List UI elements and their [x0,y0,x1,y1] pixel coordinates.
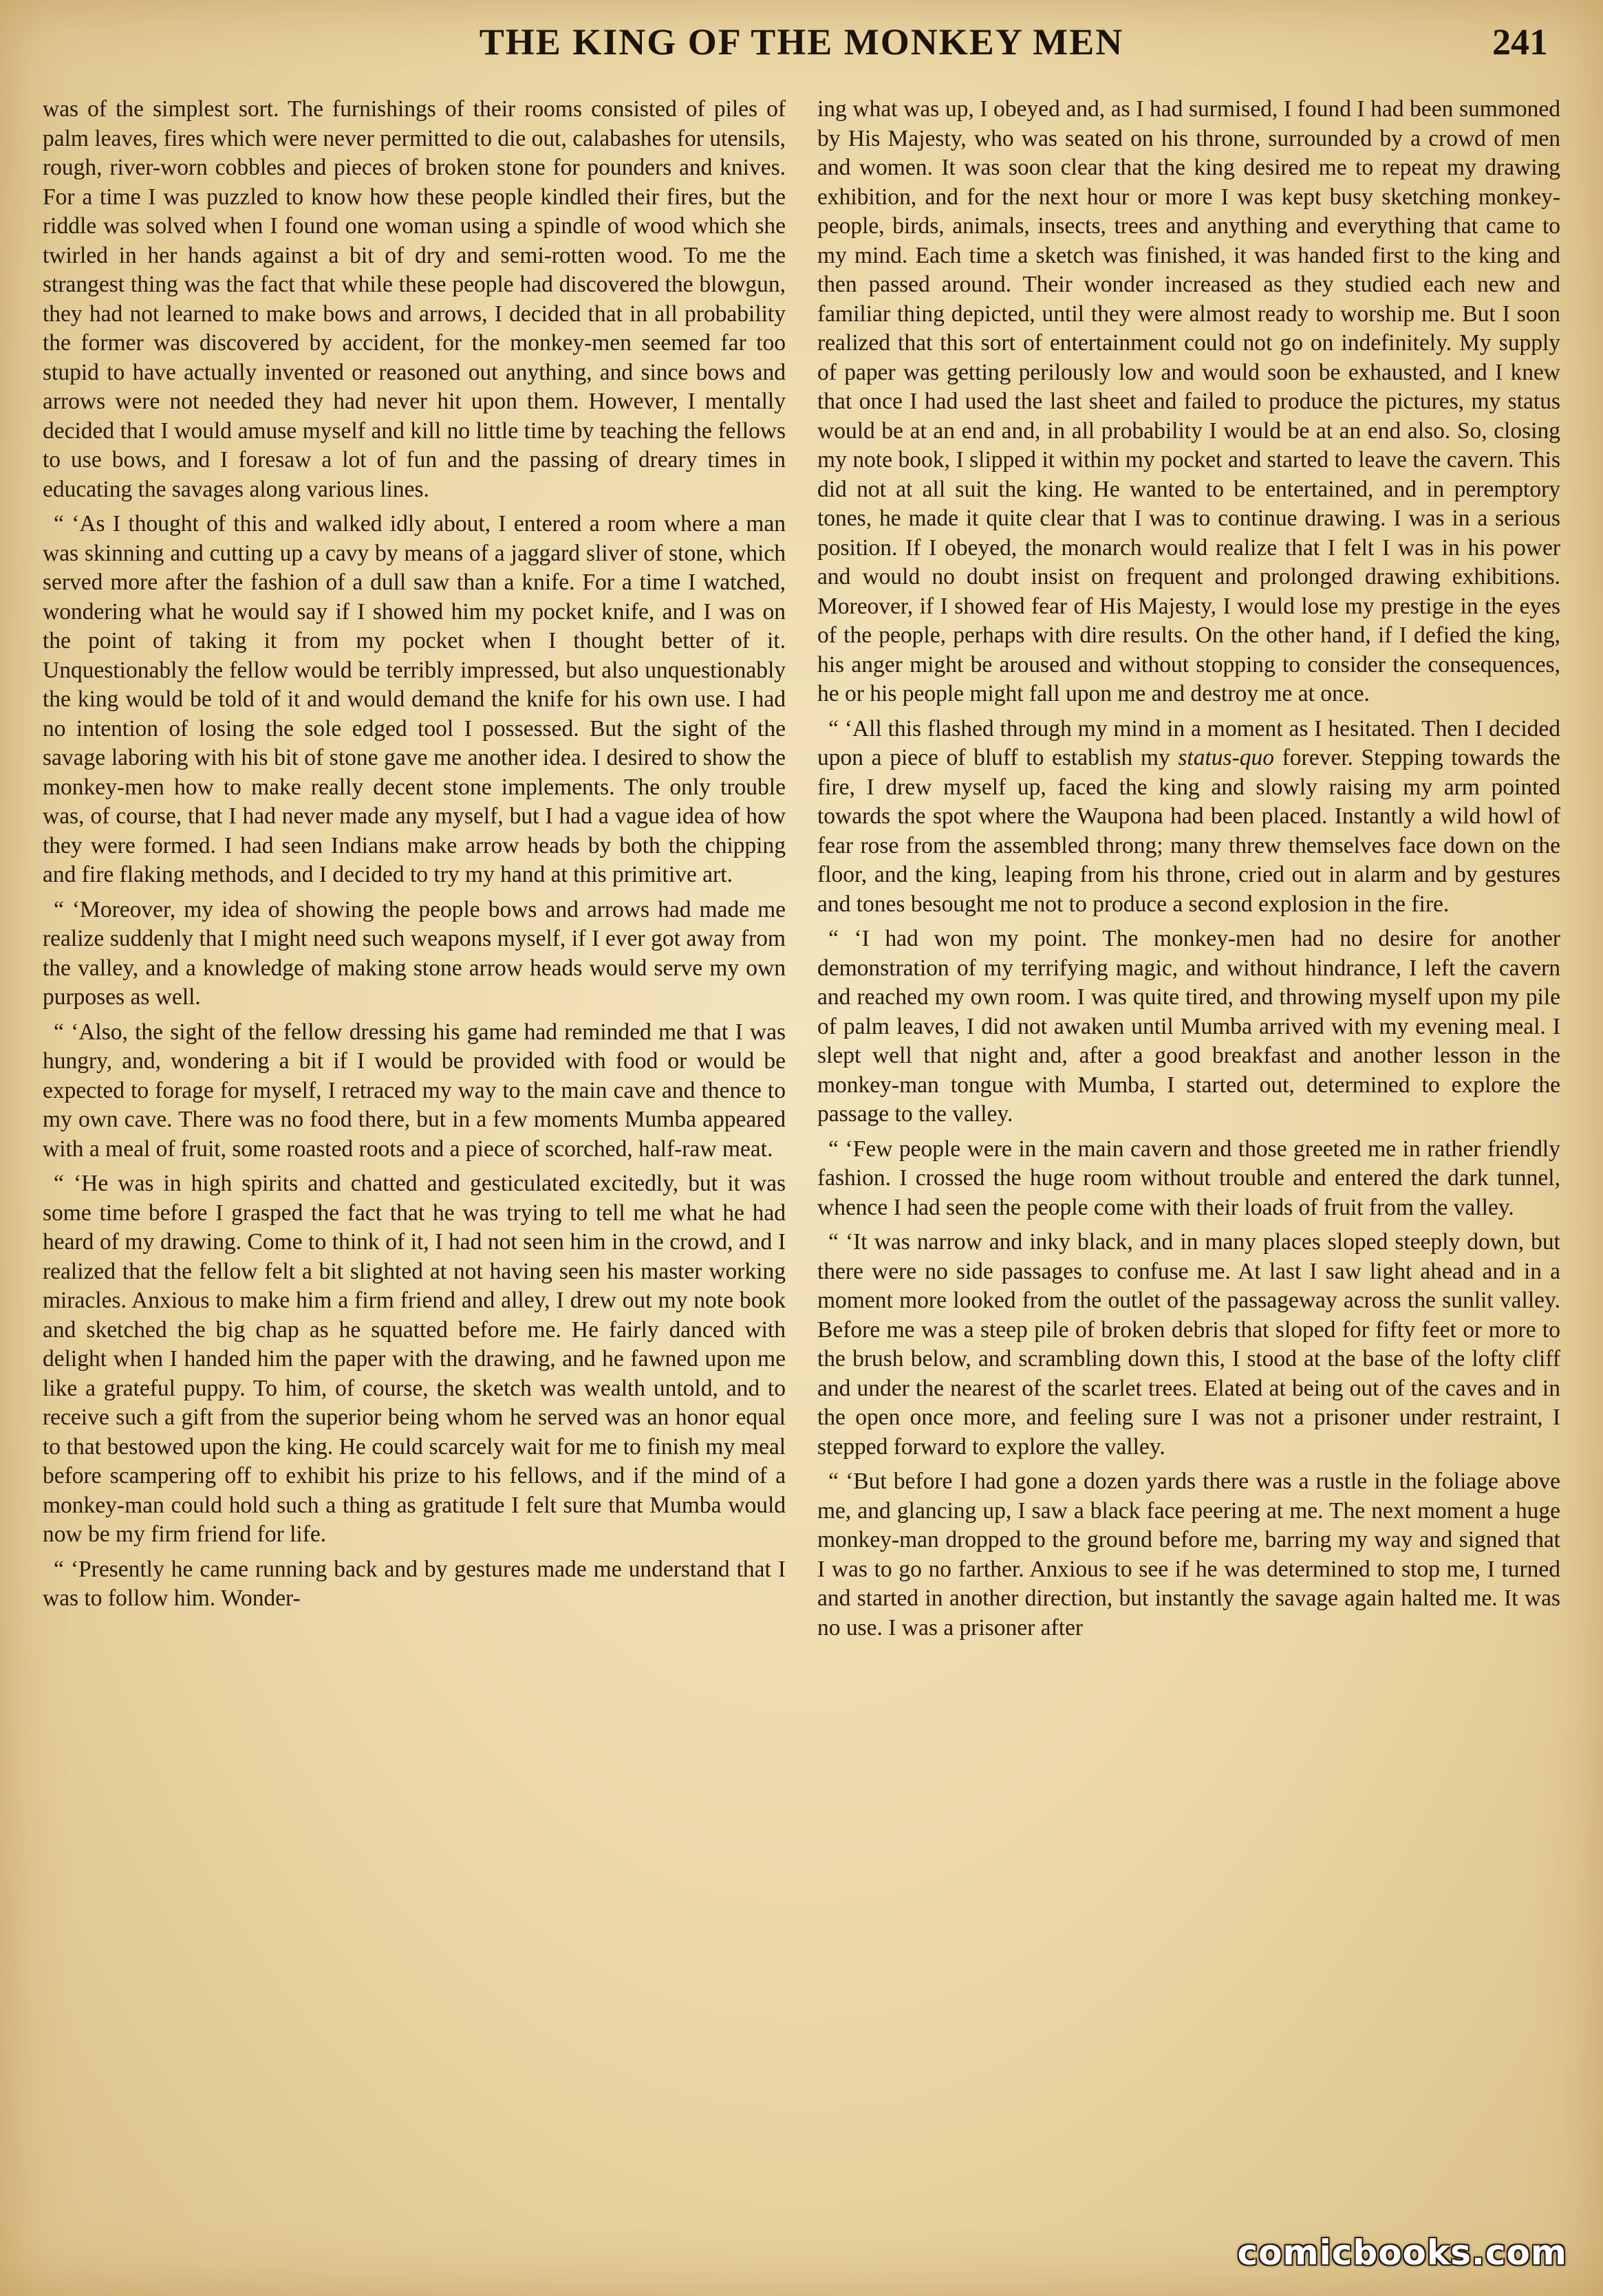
paragraph: “ ‘As I thought of this and walked idly about, I entered a room where a man was skinning and cutting up a cavy by means of a jaggard sliver of stone, which served more after the fashion of a dull saw than a knife. For a time I watched, wondering what he would say if I showed him my pocket knife, and I was on the point of taking it from my pocket when I thought better of it. Unquestionably the fellow would be terribly impressed, but also unquestionably the king would be told of it and would demand the knife for his own use. I had no intention of losing the sole edged tool I possessed. But the sight of the savage laboring with his bit of stone gave me another idea. I desired to show the monkey-men how to make really decent stone implements. The only trouble was, of course, that I had never made any myself, but I had a vague idea of how they were formed. I had seen Indians make arrow heads by both the chipping and fire flaking methods, and I decided to try my hand at this primitive art. [43,511,786,887]
page-number: 241 [1492,21,1548,63]
paragraph: “ ‘I had won my point. The monkey-men had no desire for another demonstration of my terrifying magic, and without hindrance, I left the cavern and reached my own room. I was quite tired, and throwing myself upon my pile of palm leaves, I did not awaken until Mumba arrived with my evening meal. I slept well that night and, after a good breakfast and another lesson in the monkey-man tongue with Mumba, I started out, determined to explore the passage to the valley. [817,926,1560,1127]
paragraph [817,715,1560,920]
page-header [0,21,1603,76]
right-column [817,95,1560,2248]
paragraph: ing what was up, I obeyed and, as I had surmised, I found I had been summoned by His Majesty, who was seated on his throne, surrounded by a crowd of men and women. It was soon clear that the king desired me to repeat my drawing exhibition, and for the next hour or more I was kept busy sketching monkey-people, birds, animals, insects, trees and anything and everything that came to my mind. Each time a sketch was finished, it was handed first to the king and then passed around. Their wonder increased as they studied each new and familiar thing depicted, until they were almost ready to worship me. But I soon realized that this sort of entertainment could not go on indefinitely. My supply of paper was getting perilously low and would soon be exhausted, and I knew that once I had used the last sheet and failed to produce the pictures, my status would be at an end and, in all probability I would be at an end also. So, closing my note book, I slipped it within my pocket and started to leave the cavern. This did not at all suit the king. He wanted to be entertained, and in peremptory tones, he made it quite clear that I was to continue drawing. I was in a serious position. If I obeyed, the monarch would realize that I felt I was in his power and would no doubt insist on frequent and prolonged drawing exhibitions. Moreover, if I showed fear of His Majesty, I would lose my prestige in the eyes of the people, perhaps with dire results. On the other hand, if I defied the king, his anger might be aroused and without stopping to consider the consequences, he or his people might fall upon me and destroy me at once. [817,96,1560,706]
paragraph: “ ‘Few people were in the main cavern and those greeted me in rather friendly fashion. I crossed the huge room without trouble and entered the dark tunnel, whence I had seen the people come with their loads of fruit from the valley. [817,1136,1560,1220]
paragraph: “ ‘Moreover, my idea of showing the people bows and arrows had made me realize suddenly that I might need such weapons myself, if I ever got away from the valley, and a knowledge of making stone arrow heads would serve my own purposes as well. [43,896,786,1010]
paragraph: was of the simplest sort. The furnishings of their rooms consisted of piles of palm leaves, fires which were never permitted to die out, calabashes for utensils, rough, river-worn cobbles and pieces of broken stone for pounders and knives. For a time I was puzzled to know how these people kindled their fires, but the riddle was solved when I found one woman using a spindle of wood which she twirled in her hands against a bit of dry and semi-rotten wood. To me the strangest thing was the fact that while these people had discovered the blowgun, they had not learned to make bows and arrows, I decided that in all probability the former was discovered by accident, for the monkey-men seemed far too stupid to have actually invented or reasoned out anything, and since bows and arrows were not needed they had never hit upon them. However, I mentally decided that I would amuse myself and kill no little time by teaching the fellows to use bows, and I foresaw a lot of fun and the passing of dreary times in educating the savages along various lines. [43,96,786,502]
paragraph-text: “ ‘All this flashed through my mind in a moment as I hesitated. Then I decided upon a piece of bluff to establish my [817,715,1560,770]
paragraph: “ ‘Also, the sight of the fellow dressing his game had reminded me that I was hungry, and, wondering a bit if I would be provided with food or would be expected to forage for myself, I retraced my way to the main cave and thence to my own cave. There was no food there, but in a few moments Mumba appeared with a meal of fruit, some roasted roots and a piece of scorched, half-raw meat. [43,1019,786,1162]
paragraph: “ ‘He was in high spirits and chatted and gesticulated excitedly, but it was some time before I grasped the fact that he was trying to tell me what he had heard of my drawing. Come to think of it, I had not seen him in the crowd, and I realized that the fellow felt a bit slighted at not having seen his master working miracles. Anxious to make him a firm friend and alley, I drew out my note book and sketched the big chap as he squatted before me. He fairly danced with delight when I handed him the paper with the drawing, and he fawned upon me like a grateful puppy. To him, of course, the sketch was wealth untold, and to receive such a gift from the superior being whom he served was an honor equal to that bestowed upon the king. He could scarcely wait for me to finish my meal before scampering off to exhibit his prize to his fellows, and if the mind of a monkey-man could hold such a thing as gratitude I felt sure that Mumba would now be my firm friend for life. [43,1171,786,1547]
paragraph: “ ‘Presently he came running back and by gestures made me understand that I was to follow him. Wonder- [43,1556,786,1611]
site-watermark: comicbooks.com [1237,2233,1567,2273]
paragraph: “ ‘But before I had gone a dozen yards there was a rustle in the foliage above me, and glancing up, I saw a black face peering at me. The next moment a huge monkey-man dropped to the ground before me, barring my way and signed that I was to go no farther. Anxious to see if he was determined to stop me, I turned and started in another direction, but instantly the savage again halted me. It was no use. I was a prisoner after [817,1469,1560,1640]
paragraph-text: forever. Stepping towards the fire, I drew myself up, faced the king and slowly raising my arm pointed towards the spot where the Waupona had been placed. Instantly a wild howl of fear rose from the assembled throng; many threw themselves face down on the floor, and the king, leaping from his throne, cried out in alarm and by gestures and tones besought me not to produce a second explosion in the fire. [817,745,1560,917]
italic-phrase: status-quo [1178,745,1274,770]
text-columns [43,95,1560,2248]
running-title: THE KING OF THE MONKEY MEN [479,21,1124,63]
paragraph: “ ‘It was narrow and inky black, and in many places sloped steeply down, but there were no side passages to confuse me. At last I saw light ahead and in a moment more looked from the outlet of the passageway across the sunlit valley. Before me was a steep pile of broken debris that sloped for fifty feet or more to the brush below, and scrambling down this, I stood at the base of the lofty cliff and under the nearest of the scarlet trees. Elated at being out of the caves and in the open once more, and feeling sure I was not a prisoner under restraint, I stepped forward to explore the valley. [817,1229,1560,1460]
left-column [43,95,786,2248]
